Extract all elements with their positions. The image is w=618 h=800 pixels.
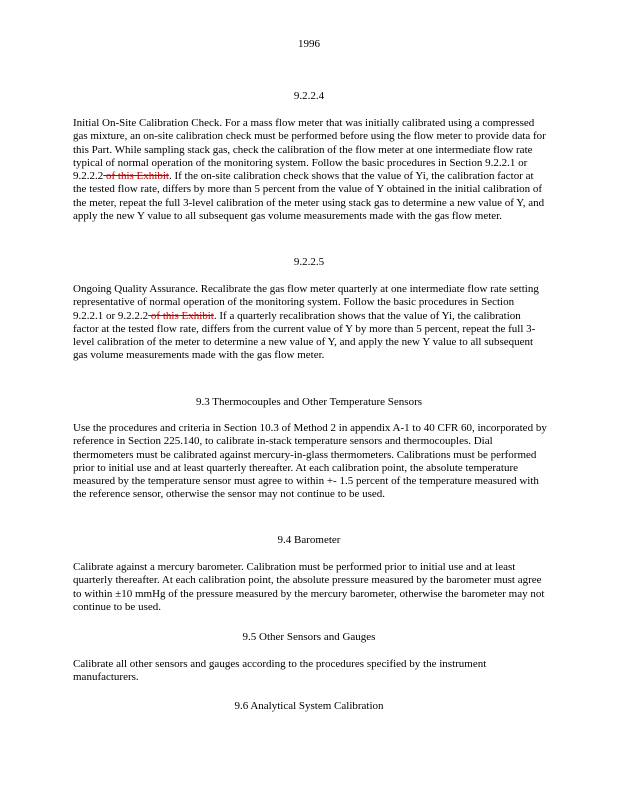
section-paragraph-9-3: Use the procedures and criteria in Section 10.3 of Method 2 in appendix A-1 to 40 CFR 60, incorporated by reference in Section 225.140, to calibrate in-stack temperature sensors and thermocouples. Dial thermometers must be calibrated against mercury-in-glass thermometers. Calibrations must be performed prior to initial use and at least quarterly thereafter. At each calibration point, the absolute temperature measured by the temperature sensor must agree to within +- 1.5 percent of the temperature measured with the reference sensor, otherwise the sensor may not continue to be used. bbox=[73, 422, 547, 501]
struck-text: of this Exhibit bbox=[103, 170, 169, 183]
struck-text: of this Exhibit bbox=[148, 309, 214, 322]
section-paragraph-9-5: Calibrate all other sensors and gauges according to the procedures specified by the instrument manufacturers. bbox=[73, 658, 487, 684]
paragraph-text: . If a quarterly recalibration shows that the value of Yi, the calibration factor at the tested flow rate, differs from the current value of Y by more than 5 percent, repeat the full 3-level calibration of the meter to determine a new value of Y, and apply the new Y value to all subsequent gas volume measurements made with the gas flow meter. bbox=[73, 309, 536, 362]
page-number: 1996 bbox=[298, 38, 320, 50]
section-heading-9-3: 9.3 Thermocouples and Other Temperature Sensors bbox=[195, 396, 423, 408]
section-heading-9-2-2-5: 9.2.2.5 bbox=[293, 256, 325, 268]
section-heading-9-2-2-4: 9.2.2.4 bbox=[293, 90, 325, 102]
section-heading-9-5: 9.5 Other Sensors and Gauges bbox=[242, 631, 376, 643]
paragraph-text: Initial On-Site Calibration Check. For a mass flow meter that was initially calibrated using a compressed gas mixture, an on-site calibration check must be performed before using the flow meter to provide data for this Part. While sampling stack gas, check the calibration of the flow meter at one intermediate flow rate typical of normal operation of the monitoring system. Follow the basic procedures in Section 9.2.2.1 or 9.2.2.2 bbox=[73, 117, 546, 183]
section-heading-9-4: 9.4 Barometer bbox=[277, 534, 341, 546]
section-paragraph-9-2-2-5 bbox=[73, 283, 547, 363]
section-heading-9-6: 9.6 Analytical System Calibration bbox=[234, 700, 384, 712]
paragraph-text: . If the on-site calibration check shows that the value of Yi, the calibration factor at the tested flow rate, differs by more than 5 percent from the value of Y obtained in the initial calibration of the meter, repeat the full 3-level calibration of the meter using stack gas to determine a new value of Y, and apply the new Y value to all subsequent gas volume measurements made with the gas flow meter. bbox=[73, 170, 545, 223]
section-paragraph-9-2-2-4 bbox=[73, 117, 547, 223]
paragraph-text: Ongoing Quality Assurance. Recalibrate the gas flow meter quarterly at one intermediate flow rate setting representative of normal operation of the monitoring system. Follow the basic procedures in Section 9.2.2.1 or 9.2.2.2 bbox=[73, 283, 539, 322]
section-paragraph-9-4: Calibrate against a mercury barometer. Calibration must be performed prior to initial use and at least quarterly thereafter. At each calibration point, the absolute pressure measured by the barometer must agree to within ±10 mmHg of the pressure measured by the mercury barometer, otherwise the barometer may not continue to be used. bbox=[73, 561, 545, 613]
